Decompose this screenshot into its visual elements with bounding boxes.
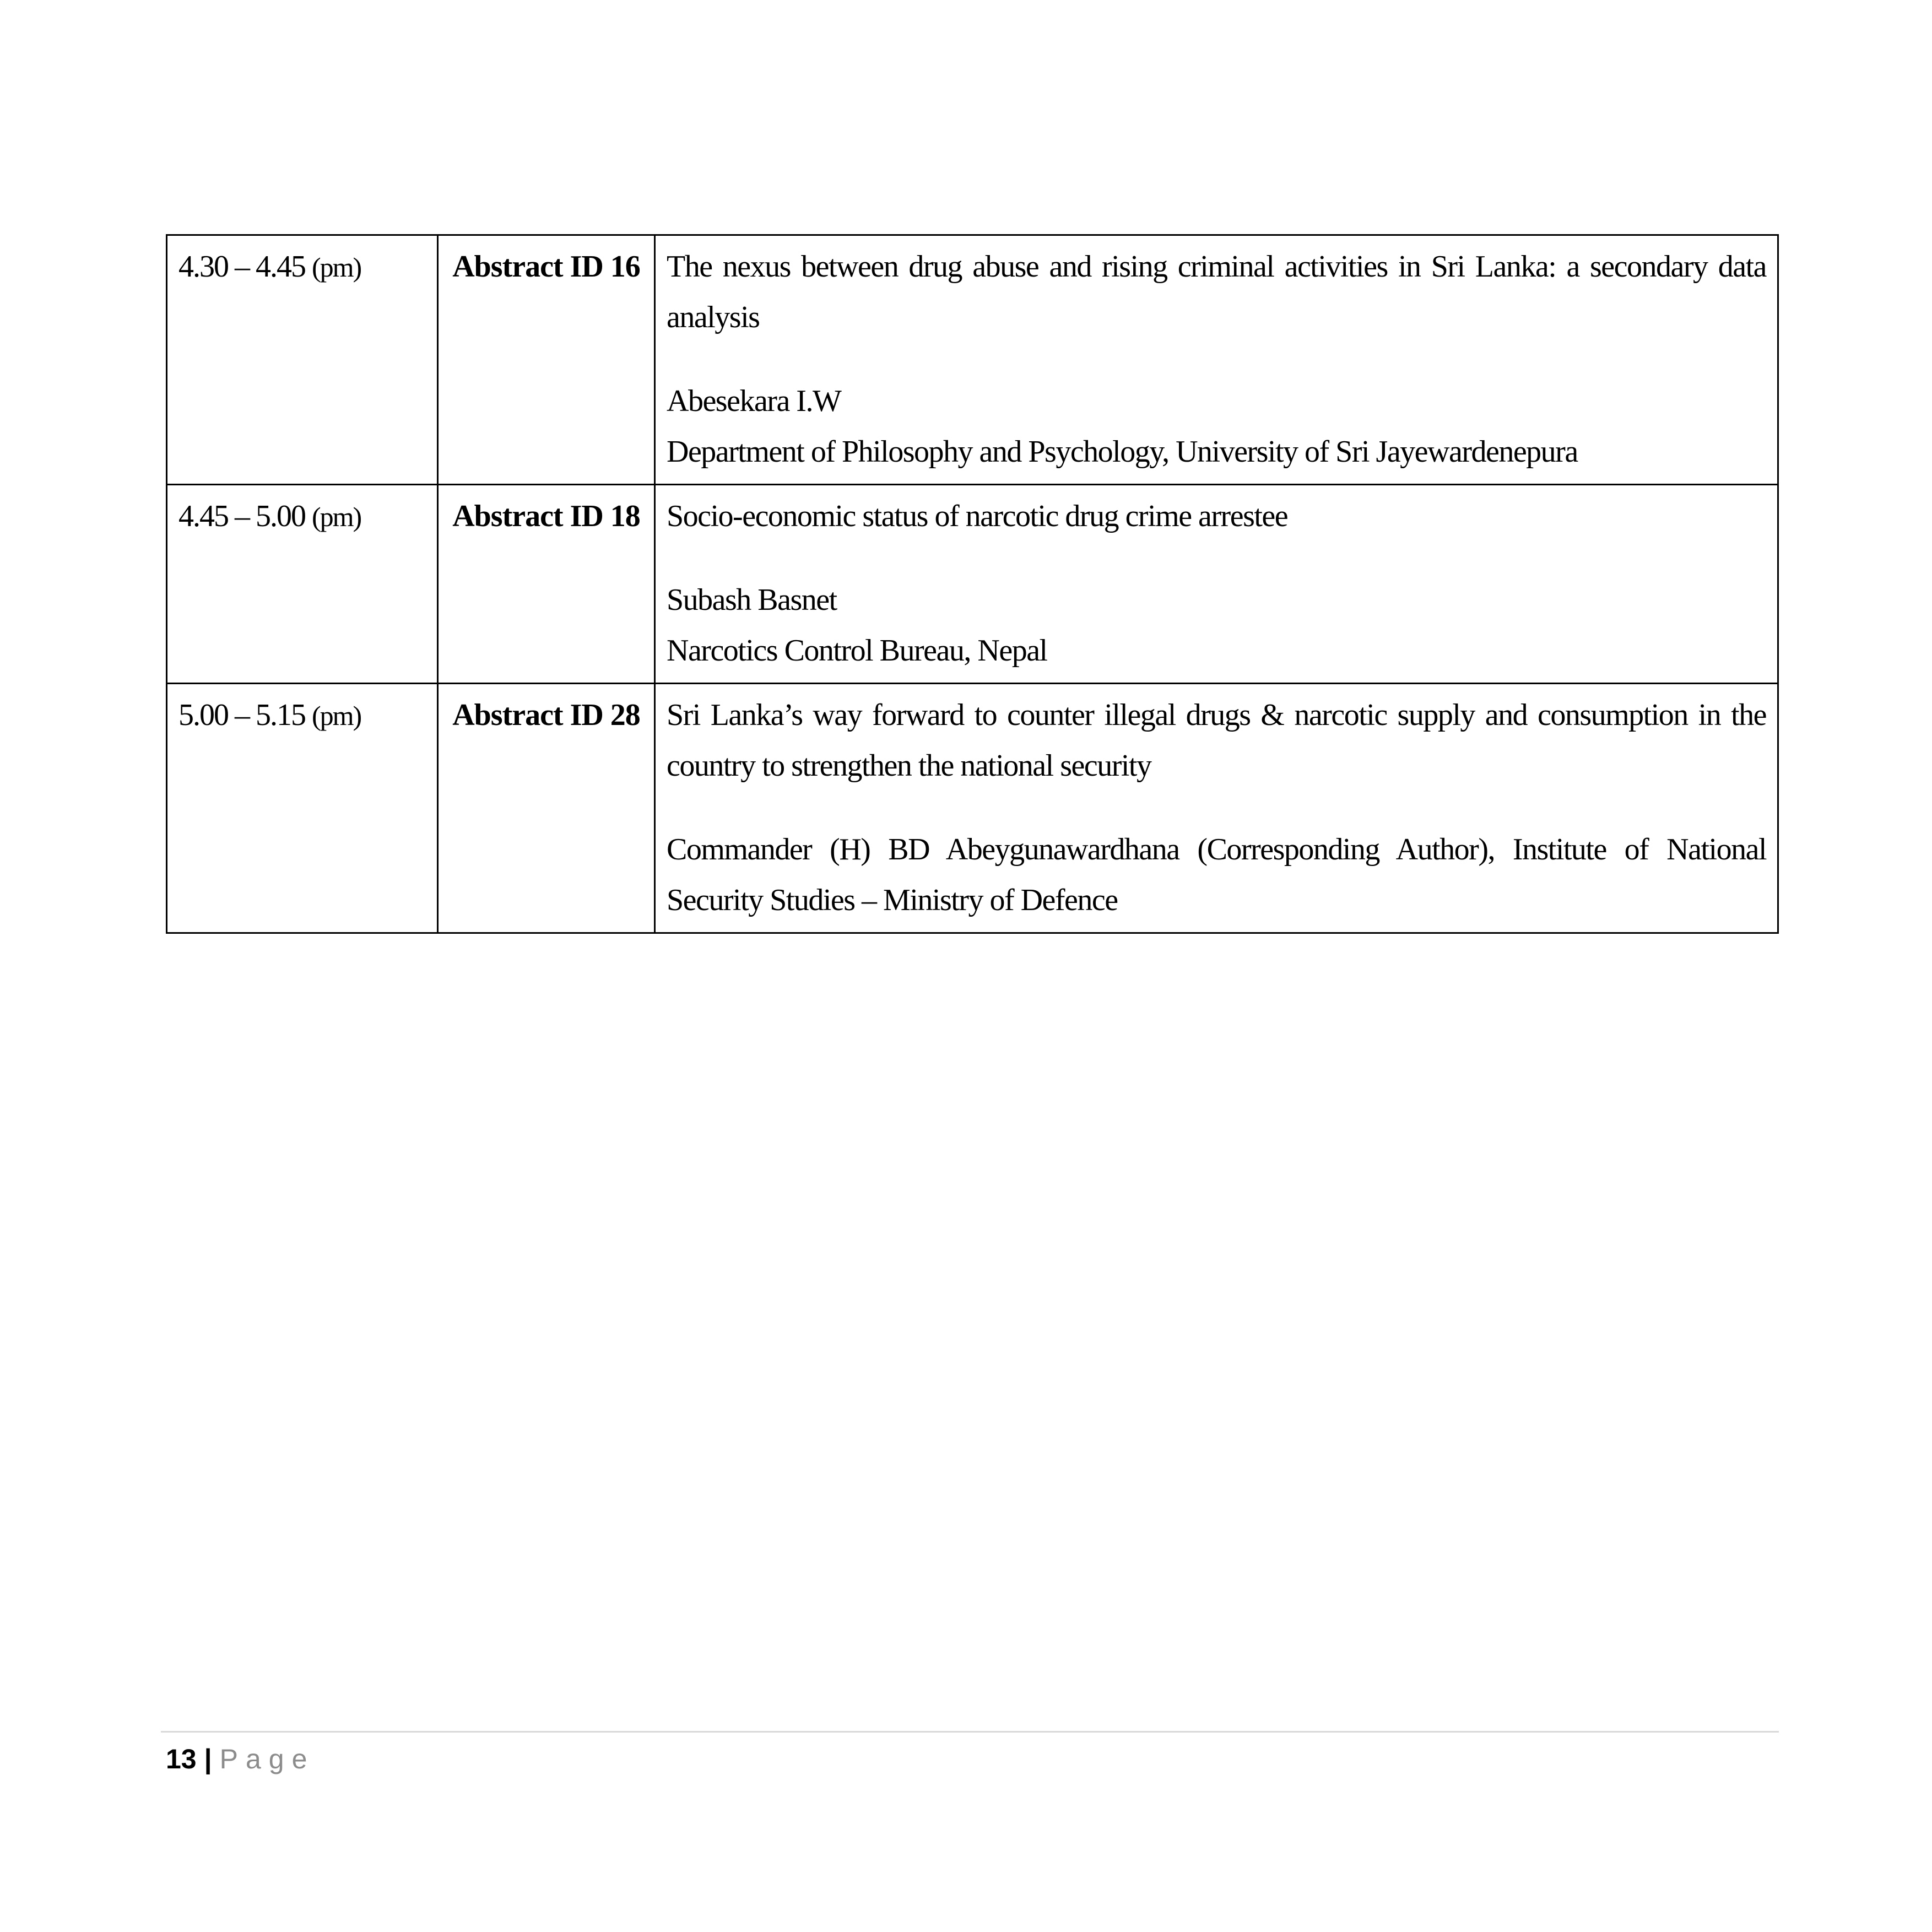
table-row xyxy=(167,235,1778,485)
abstract-title: The nexus between drug abuse and rising criminal activities in Sri Lanka: a secondary data analysis xyxy=(667,250,1766,334)
footer-divider xyxy=(161,1731,1779,1733)
abstract-detail-cell xyxy=(655,485,1778,684)
session-time: 4.45 – 5.00 xyxy=(178,499,305,533)
abstract-title: Socio-economic status of narcotic drug crime arrestee xyxy=(667,499,1288,533)
abstract-affiliation: Department of Philosophy and Psychology, University of Sri Jayewardenepura xyxy=(667,435,1578,469)
page-label: Page xyxy=(219,1744,315,1774)
abstract-author: Subash Basnet xyxy=(667,583,837,617)
session-time-cell xyxy=(167,235,438,485)
abstract-id: Abstract ID 28 xyxy=(438,684,655,933)
abstract-id: Abstract ID 18 xyxy=(438,485,655,684)
abstract-title: Sri Lanka’s way forward to counter illegal drugs & narcotic supply and consumption in the country to strengthen the national security xyxy=(667,698,1766,783)
table-row xyxy=(167,485,1778,684)
session-time-suffix: (pm) xyxy=(312,501,361,532)
session-time-cell xyxy=(167,485,438,684)
session-schedule-table xyxy=(166,234,1779,934)
page-separator: | xyxy=(204,1744,212,1774)
session-time-suffix: (pm) xyxy=(312,252,361,283)
session-time-cell xyxy=(167,684,438,933)
session-time: 4.30 – 4.45 xyxy=(178,250,305,284)
table-row xyxy=(167,684,1778,933)
abstract-affiliation: Narcotics Control Bureau, Nepal xyxy=(667,634,1047,668)
session-time: 5.00 – 5.15 xyxy=(178,698,305,732)
abstract-detail-cell xyxy=(655,235,1778,485)
abstract-detail-cell xyxy=(655,684,1778,933)
page-footer xyxy=(166,1740,315,1778)
abstract-author: Commander (H) BD Abeygunawardhana (Corresponding Author), Institute of National Security Studies – Ministry of Defence xyxy=(667,832,1766,917)
page-number: 13 xyxy=(166,1744,197,1774)
session-time-suffix: (pm) xyxy=(312,700,361,731)
abstract-id: Abstract ID 16 xyxy=(438,235,655,485)
abstract-author: Abesekara I.W xyxy=(667,384,841,418)
